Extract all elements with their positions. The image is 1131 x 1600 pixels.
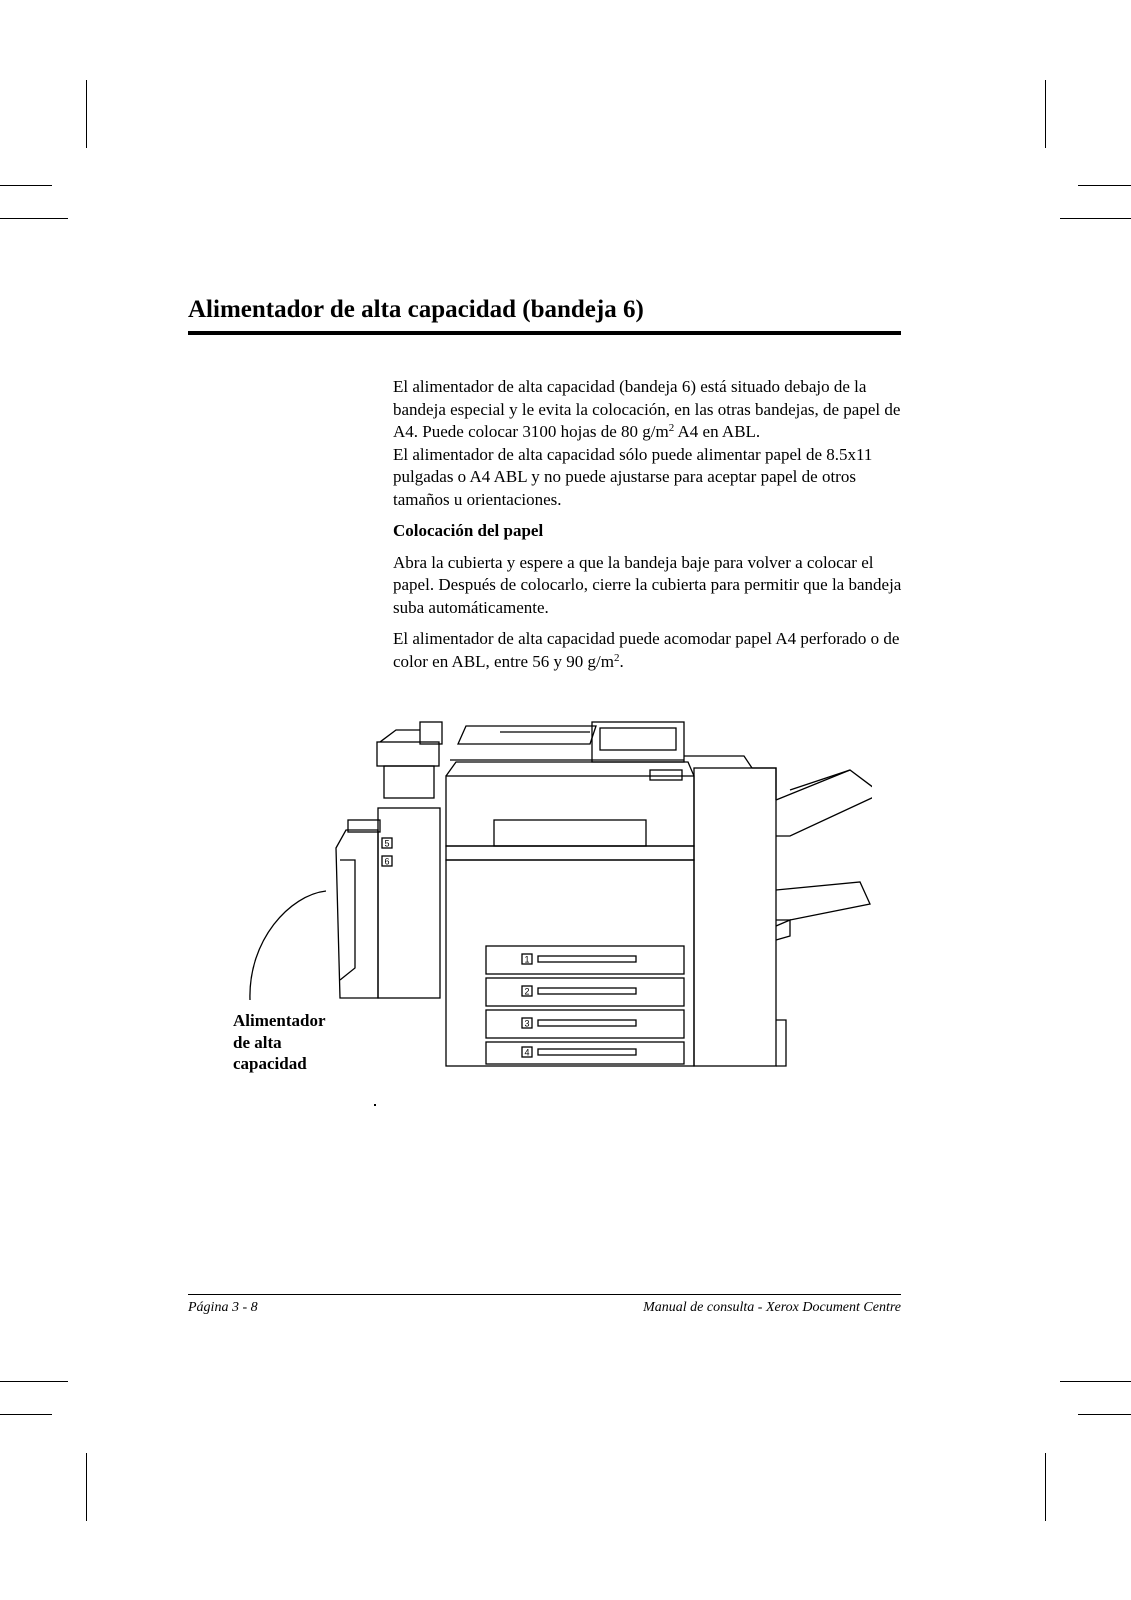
manual-title: Manual de consulta - Xerox Document Centre: [643, 1300, 901, 1315]
tray-number-6: 6: [384, 856, 390, 867]
tray-number-4: 4: [524, 1047, 530, 1058]
subheading: Colocación del papel: [393, 521, 544, 540]
footer-rule: [188, 1294, 901, 1295]
crop-mark: [0, 1381, 68, 1382]
crop-mark: [0, 218, 68, 219]
crop-mark: [1045, 80, 1046, 148]
crop-mark: [1078, 185, 1131, 186]
page-title: Alimentador de alta capacidad (bandeja 6): [188, 296, 644, 323]
tray-number-5: 5: [384, 838, 390, 849]
copier-illustration: [232, 705, 872, 1073]
crop-mark: [1045, 1453, 1046, 1521]
tray-number-1: 1: [524, 954, 530, 965]
intro-paragraph: El alimentador de alta capacidad (bandeja 6) está situado debajo de la bandeja especial y le evita la colocación, en las otras bandejas, de papel de A4. Puede colocar 3100 hojas de 80 $g/m^2$ A4 en ABL. El alimentador de alta capacidad sólo puede alimentar papel de 8.5x11 pulgadas o A4 ABL y no puede ajustarse para aceptar papel de otros tamaños u orientaciones.: [393, 377, 901, 509]
crop-mark: [1078, 1414, 1131, 1415]
page-number: Página 3 - 8: [188, 1300, 258, 1315]
loading-paragraph: Abra la cubierta y espere a que la bandeja baje para volver a colocar el papel. Después de colocarlo, cierre la cubierta para permitir que la bandeja suba automáticamente.: [393, 552, 902, 617]
media-paragraph: El alimentador de alta capacidad puede acomodar papel A4 perforado o de color en ABL, entre 56 y 90 $g/m^2$.: [393, 629, 900, 671]
tray-number-2: 2: [524, 986, 530, 997]
crop-mark: [86, 1453, 87, 1521]
stray-dot: [374, 1104, 376, 1106]
crop-mark: [1060, 218, 1131, 219]
title-rule: [188, 331, 901, 335]
crop-mark: [1060, 1381, 1131, 1382]
feeder-callout: Alimentador de alta capacidad: [233, 1011, 326, 1073]
crop-mark: [0, 1414, 52, 1415]
crop-mark: [86, 80, 87, 148]
crop-mark: [0, 185, 52, 186]
body-text: [393, 376, 905, 673]
tray-number-3: 3: [524, 1018, 530, 1029]
